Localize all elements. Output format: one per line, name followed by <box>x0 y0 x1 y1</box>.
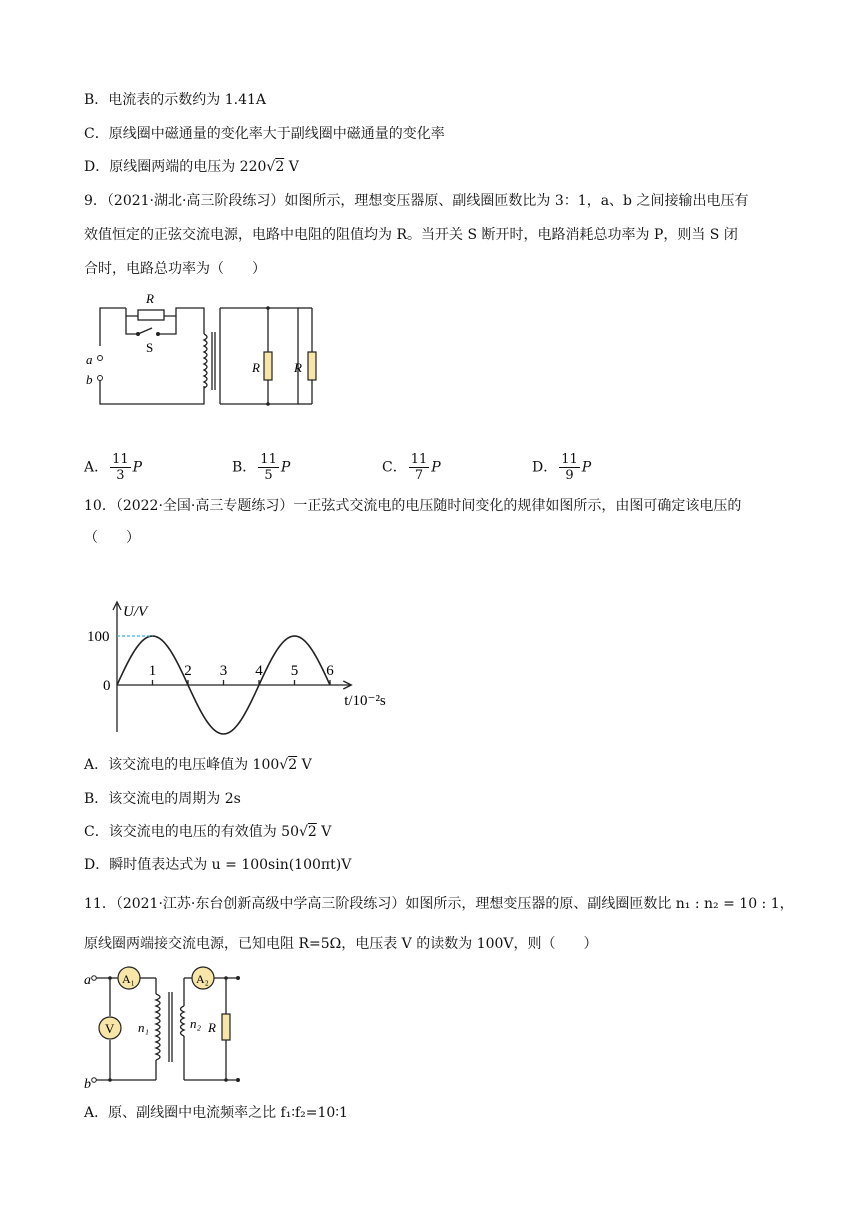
q9-option-c-var: P <box>431 459 441 476</box>
chart-x-tick-label: 2 <box>184 663 192 679</box>
q9-option-b-num: 11 <box>260 452 277 467</box>
q9-option-c-label: C． <box>382 459 407 476</box>
chart-x-tick-label: 3 <box>219 663 228 679</box>
chart-y-tick-label: 100 <box>87 629 110 645</box>
q9-fig-label-a: a <box>86 352 93 367</box>
sqrt-symbol: √ <box>266 159 276 175</box>
q9-option-b-var: P <box>280 459 291 476</box>
q8-option-d-text: D．原线圈两端的电压为 220 <box>84 159 267 175</box>
q10-voltage-chart <box>80 592 410 742</box>
q9-option-a-den: 3 <box>116 468 125 483</box>
q9-fig-label-r-right: R <box>294 360 302 375</box>
q11-fig-label-a: a <box>84 973 91 988</box>
q9-option-c-num: 11 <box>410 452 428 467</box>
q8-option-d <box>84 157 299 177</box>
q9-option-d-label: D． <box>532 459 558 476</box>
q9-option-d-fraction <box>559 452 580 483</box>
q9-stem-line3: 合时，电路总功率为（ ） <box>84 261 266 277</box>
q10-option-b: B．该交流电的周期为 2s <box>84 791 241 807</box>
q8-option-b: B．电流表的示数约为 1.41A <box>84 92 267 108</box>
chart-x-tick-label: 1 <box>148 663 157 679</box>
q9-option-b-den: 5 <box>264 468 273 483</box>
q9-option-a-fraction <box>110 452 131 483</box>
q9-option-d-den: 9 <box>565 468 574 483</box>
q11-stem-line2: 原线圈两端接交流电源，已知电阻 R=5Ω，电压表 V 的读数为 100V，则（ ） <box>84 936 598 952</box>
q9-fig-label-b: b <box>86 372 93 387</box>
sqrt-symbol: √ <box>279 757 289 773</box>
q9-fig-label-s: S <box>146 340 154 355</box>
q9-fig-label-r-top: R <box>146 291 154 306</box>
ammeter-a1-label: A₁ <box>122 972 135 986</box>
q9-option-b-label: B． <box>232 459 257 476</box>
q10-option-c-unit: V <box>316 824 332 840</box>
q10-option-a-text: A．该交流电的电压峰值为 100 <box>84 757 280 773</box>
q9-option-c-den: 7 <box>414 468 424 483</box>
q10-stem-line1: 10．（2022·全国·高三专题练习）一正弦式交流电的电压随时间变化的规律如图所示，由图可确定该电压的 <box>84 498 742 514</box>
q9-option-d <box>532 452 591 483</box>
q9-option-a-num: 11 <box>112 452 129 467</box>
q10-option-a <box>84 755 312 775</box>
chart-x-tick-label: 4 <box>255 663 263 679</box>
q9-option-d-num: 11 <box>561 452 578 467</box>
q9-option-a-label: A． <box>84 459 109 476</box>
voltmeter-label: V <box>105 1021 115 1036</box>
q10-option-c-radicand: 2 <box>307 824 317 840</box>
q10-option-c <box>84 822 331 842</box>
q11-option-a: A．原、副线圈中电流频率之比 f₁∶f₂=10∶1 <box>84 1105 348 1121</box>
ammeter-a2-label: A₂ <box>196 972 209 986</box>
q9-option-d-var: P <box>581 459 592 476</box>
q9-fig-label-r-left: R <box>252 360 260 375</box>
q9-option-c <box>382 452 441 483</box>
chart-x-axis-label: t/10⁻²s <box>344 693 386 709</box>
q10-option-d: D．瞬时值表达式为 u = 100sin(100πt)V <box>84 857 352 873</box>
q9-option-b-fraction <box>258 452 279 483</box>
q9-stem-line1: 9．（2021·湖北·高三阶段练习）如图所示，理想变压器原、副线圈匝数比为 3：1，a、b 之间接输出电压有 <box>84 193 749 209</box>
q11-circuit-diagram <box>80 962 260 1092</box>
chart-x-tick-label: 5 <box>290 663 299 679</box>
q10-stem-line2: （ ） <box>84 530 140 546</box>
q11-fig-label-n2: n₂ <box>190 1016 202 1031</box>
chart-x-tick-label: 6 <box>326 663 334 679</box>
q11-fig-label-n1: n₁ <box>138 1020 150 1035</box>
q11-stem-line1: 11．（2021·江苏·东台创新高级中学高三阶段练习）如图所示，理想变压器的原、副线圈匝数比 n₁ : n₂ = 10 : 1， <box>84 896 794 912</box>
q8-option-d-radicand: 2 <box>275 159 285 175</box>
q9-option-a <box>84 452 142 483</box>
q9-circuit-diagram <box>80 288 340 418</box>
q11-fig-label-r: R <box>208 1020 216 1035</box>
q10-option-c-text: C．该交流电的电压的有效值为 50 <box>84 824 299 840</box>
q9-option-a-var: P <box>132 459 143 476</box>
q10-option-a-unit: V <box>297 757 312 773</box>
q8-option-d-unit: V <box>284 159 299 175</box>
chart-y-axis-label: U/V <box>123 604 148 620</box>
chart-origin-label: 0 <box>103 678 111 694</box>
sqrt-symbol: √ <box>298 824 308 840</box>
q11-fig-label-b: b <box>84 1077 91 1092</box>
q9-option-c-fraction <box>409 452 430 483</box>
q9-stem-line2: 效值恒定的正弦交流电源，电路中电阻的阻值均为 R。当开关 S 断开时，电路消耗总功率为 P，则当 S 闭 <box>84 227 738 243</box>
q9-option-b <box>232 452 290 483</box>
q10-option-a-radicand: 2 <box>288 757 298 773</box>
q8-option-c: C．原线圈中磁通量的变化率大于副线圈中磁通量的变化率 <box>84 126 445 142</box>
